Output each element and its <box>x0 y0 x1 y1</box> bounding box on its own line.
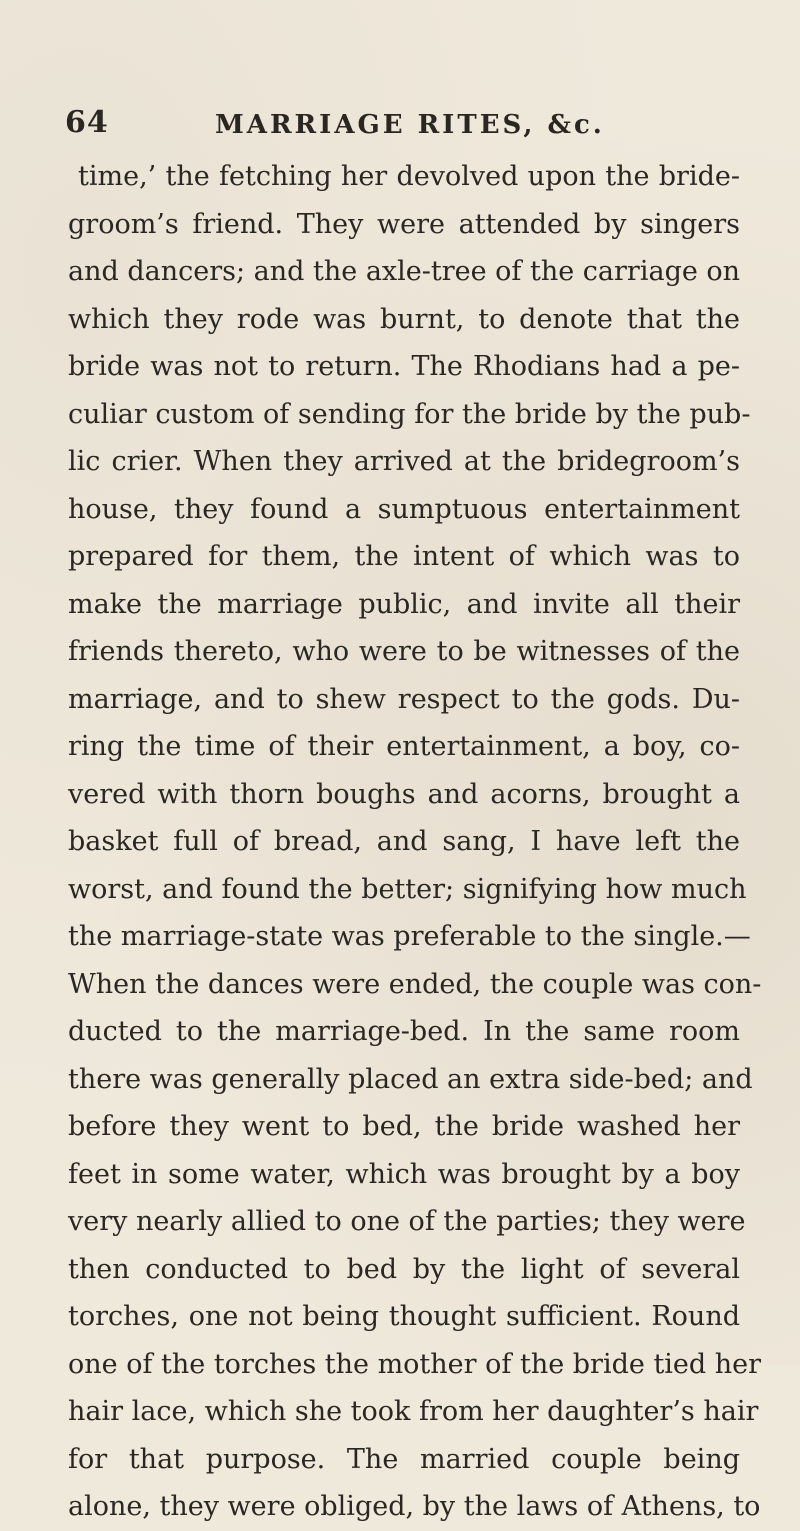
page-number: 64 <box>65 105 109 140</box>
body-text <box>68 153 762 1531</box>
text-line: bride was not to return. The Rhodians had a pe- <box>68 351 740 382</box>
text-line: worst, and found the better; signifying how much <box>68 873 747 905</box>
text-line: groom’s friend. They were attended by singers <box>68 208 740 240</box>
text-line: ducted to the marriage-bed. In the same room <box>68 1016 740 1047</box>
text-line: which they rode was burnt, to denote that the <box>68 303 740 335</box>
text-line: feet in some water, which was brought by a boy <box>68 1158 740 1190</box>
text-line: there was generally placed an extra side-bed; and <box>68 1063 753 1095</box>
running-head: MARRIAGE RITES, &c. <box>215 110 605 140</box>
text-line: hair lace, which she took from her daughter’s hair <box>68 1396 759 1427</box>
text-line: culiar custom of sending for the bride by the pub- <box>68 398 751 430</box>
page-header <box>0 105 800 145</box>
text-line: before they went to bed, the bride washed her <box>68 1111 740 1142</box>
text-line: friends thereto, who were to be witnesses of the <box>68 636 740 667</box>
text-line: and dancers; and the axle-tree of the carriage on <box>68 256 741 287</box>
text-line: for that purpose. The married couple being <box>68 1443 740 1475</box>
text-line: the marriage-state was preferable to the single.— <box>68 921 751 952</box>
text-line: alone, they were obliged, by the laws of Athens, to <box>68 1491 761 1522</box>
text-line: torches, one not being thought sufficient. Round <box>68 1301 740 1332</box>
text-line: lic crier. When they arrived at the bridegroom’s <box>68 446 740 477</box>
text-line: When the dances were ended, the couple was con- <box>68 968 762 1000</box>
text-line: vered with thorn boughs and acorns, brought a <box>68 778 740 810</box>
text-line: house, they found a sumptuous entertainment <box>68 493 740 525</box>
text-line: very nearly allied to one of the parties; they were <box>68 1206 746 1237</box>
text-line: make the marriage public, and invite all their <box>68 588 740 620</box>
text-line: then conducted to bed by the light of several <box>68 1253 740 1285</box>
text-line: basket full of bread, and sang, I have left the <box>68 826 740 857</box>
text-line: time,’ the fetching her devolved upon the bride- <box>78 161 740 192</box>
text-line: marriage, and to shew respect to the gods. Du- <box>68 683 740 715</box>
text-line: one of the torches the mother of the bride tied her <box>68 1348 762 1380</box>
text-line: ring the time of their entertainment, a boy, co- <box>68 731 740 762</box>
text-line: prepared for them, the intent of which was to <box>68 541 740 572</box>
